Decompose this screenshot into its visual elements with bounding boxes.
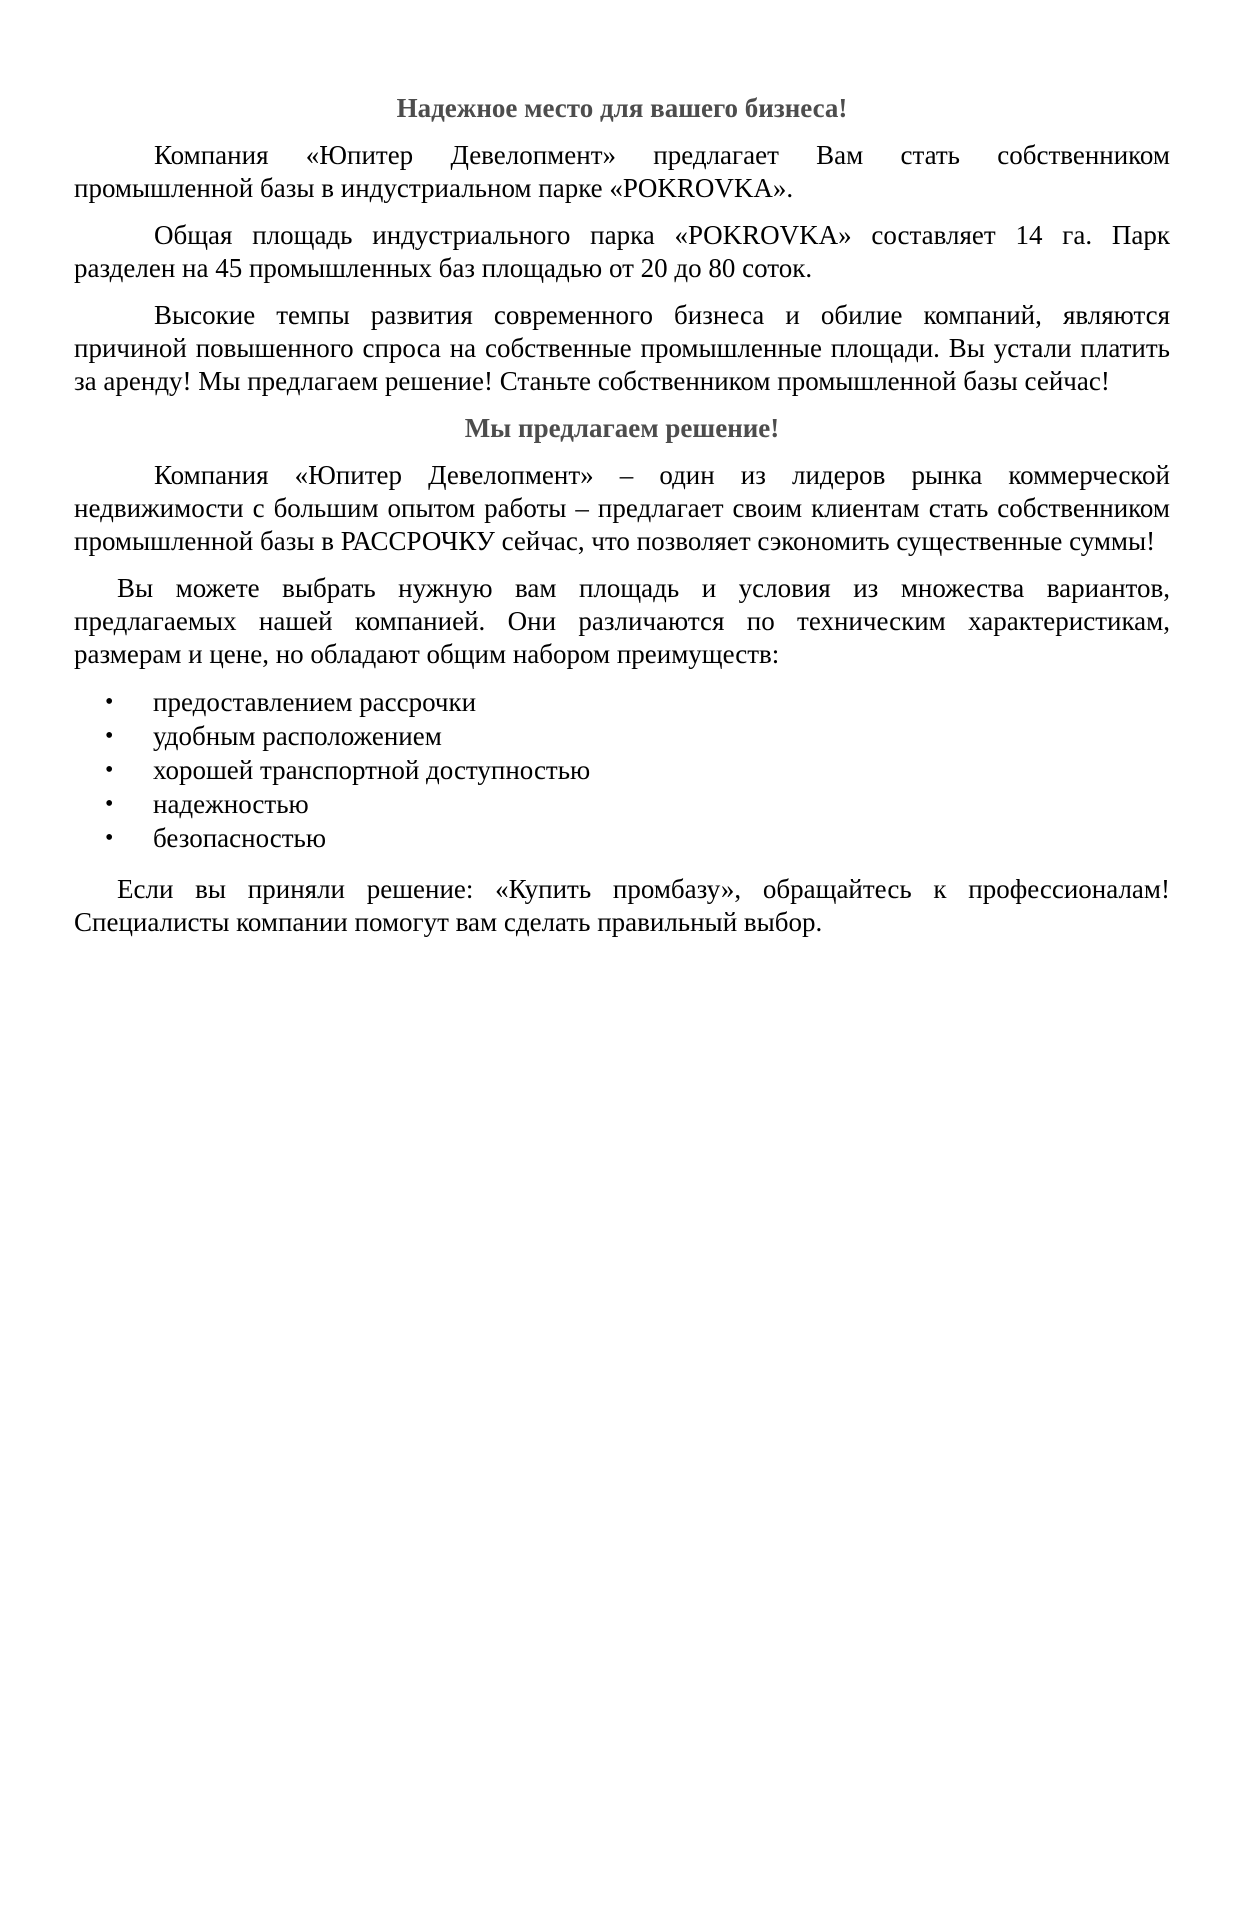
list-item-label: предоставлением рассрочки [153, 687, 477, 717]
bullet-icon: • [105, 757, 114, 783]
list-item [74, 719, 1170, 753]
paragraph-company-offer: Компания «Юпитер Девелопмент» предлагает Вам стать собственником промышленной базы в индустриальном парке «POKROVKA». [74, 140, 1170, 203]
list-item [74, 787, 1170, 821]
paragraph-demand: Высокие темпы развития современного бизнеса и обилие компаний, являются причиной повышенного спроса на собственные промышленные площади. Вы устали платить за аренду! Мы предлагаем решение! Станьте собственником промышленной базы сейчас! [74, 300, 1170, 396]
paragraph-options: Вы можете выбрать нужную вам площадь и условия из множества вариантов, предлагаемых нашей компанией. Они различаются по техническим характеристикам, размерам и цене, но обладают общим набором преимуществ: [74, 573, 1170, 669]
paragraph-closing: Если вы приняли решение: «Купить промбазу», обращайтесь к профессионалам! Специалисты компании помогут вам сделать правильный выбор. [74, 874, 1170, 937]
list-item [74, 821, 1170, 855]
list-item [74, 685, 1170, 719]
list-item-label: хорошей транспортной доступностью [153, 755, 591, 785]
list-item-label: удобным расположением [153, 721, 442, 751]
list-item-label: надежностью [153, 789, 309, 819]
paragraph-park-area: Общая площадь индустриального парка «POKROVKA» составляет 14 га. Парк разделен на 45 промышленных баз площадью от 20 до 80 соток. [74, 220, 1170, 283]
bullet-icon: • [105, 723, 114, 749]
paragraph-installment: Компания «Юпитер Девелопмент» – один из лидеров рынка коммерческой недвижимости с большим опытом работы – предлагает своим клиентам стать собственником промышленной базы в РАССРОЧКУ сейчас, что позволяет сэкономить существенные суммы! [74, 460, 1170, 556]
benefits-list [74, 685, 1170, 855]
list-item [74, 753, 1170, 787]
bullet-icon: • [105, 791, 114, 817]
bullet-icon: • [105, 825, 114, 851]
bullet-icon: • [105, 689, 114, 715]
list-item-label: безопасностью [153, 823, 327, 853]
section-heading-reliable-place: Надежное место для вашего бизнеса! [396, 93, 848, 123]
section-heading-solution: Мы предлагаем решение! [464, 413, 780, 443]
